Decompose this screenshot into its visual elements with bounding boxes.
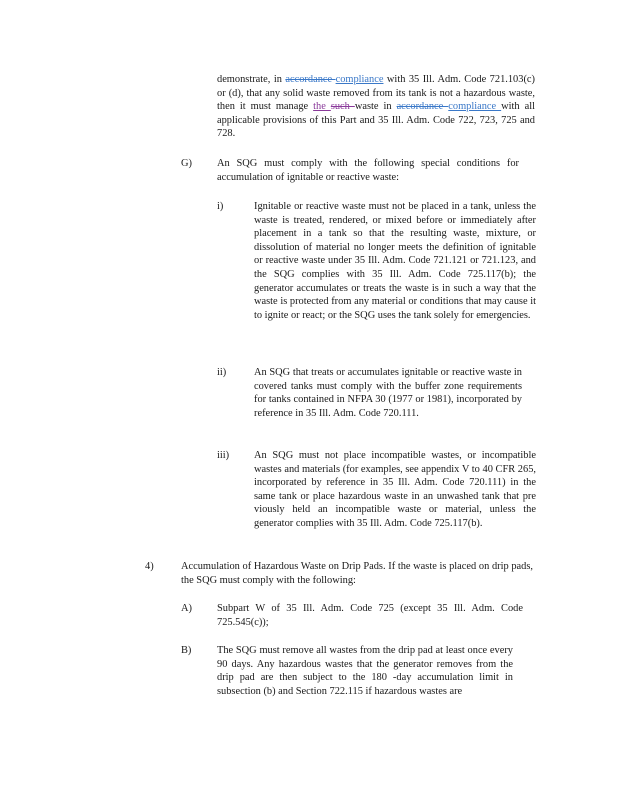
item-label-g: G): [181, 158, 192, 169]
item-label-g-ii: ii): [217, 367, 227, 378]
item-label-4-a: A): [181, 603, 192, 614]
item-label-g-i: i): [217, 201, 224, 212]
item-label-4-b: B): [181, 645, 192, 656]
item-4-a-text: Subpart W of 35 Ill. Adm. Code 725 (except 35 Ill. Adm. Code 725.545(c));: [217, 603, 523, 628]
deleted-text: such: [330, 101, 355, 113]
item-label-g-iii: iii): [217, 450, 230, 461]
intro-text-3: waste in: [354, 101, 397, 113]
item-g-ii-text: An SQG that treats or accumulates ignitable or reactive waste in covered tanks must comply with the buffer zone requirements for tanks contained in NFPA 30 (1977 or 1981), incorporated by reference in 35 Ill. Adm. Code 720.111.: [254, 367, 522, 419]
inserted-text: compliance: [448, 101, 502, 113]
intro-text-4: with all applicable provisions of this Part and 35 Ill. Adm. Code 722, 723, 725 and 728.: [217, 101, 535, 140]
deleted-text: accordance: [396, 101, 449, 113]
section-4-text: Accumulation of Hazardous Waste on Drip Pads. If the waste is placed on drip pads, the SQG must comply with the following:: [181, 561, 533, 586]
inserted-text: compliance: [335, 74, 384, 85]
item-g-text: An SQG must comply with the following special conditions for accumulation of ignitable or reactive waste:: [217, 158, 519, 183]
intro-paragraph: [217, 73, 535, 141]
inserted-text: the: [313, 101, 331, 113]
intro-text-1: demonstrate, in: [217, 74, 286, 85]
deleted-text: accordance: [285, 74, 336, 85]
intro-text-2: with 35 Ill. Adm. Code 721.103(c) or (d), that any solid waste removed from its tank is not a hazardous waste, then it must manage: [217, 74, 535, 113]
section-label-4: 4): [145, 561, 154, 572]
item-4-b-text: The SQG must remove all wastes from the drip pad at least once every 90 days. Any hazardous wastes that the generator removes from the drip pad are then subject to the 180 -day accumulation limit in subsection (b) and Section 722.115 if hazardous wastes are: [217, 645, 513, 697]
item-g-iii-text: An SQG must not place incompatible wastes, or incompatible wastes and materials (for examples, see appendix V to 40 CFR 265, incorporated by reference in 35 Ill. Adm. Code 720.111) in the same tank or place hazardous waste in an unwashed tank that pre viously held an incompatible waste or material, unless the generator complies with 35 Ill. Adm. Code 725.117(b).: [254, 450, 536, 529]
item-g-i-text: Ignitable or reactive waste must not be placed in a tank, unless the waste is treated, rendered, or mixed before or immediately after placement in a tank so that the resulting waste, mixture, or dissolution of material no longer meets the definition of ignitable or reactive waste under 35 Ill. Adm. Code 721.121 or 721.123, and the SQG complies with 35 Ill. Adm. Code 725.117(b); the generator accumulates or treats the waste is in such a way that the waste is protected from any material or conditions that may cause it to ignite or react; or the SQG uses the tank solely for emergencies.: [254, 201, 536, 321]
